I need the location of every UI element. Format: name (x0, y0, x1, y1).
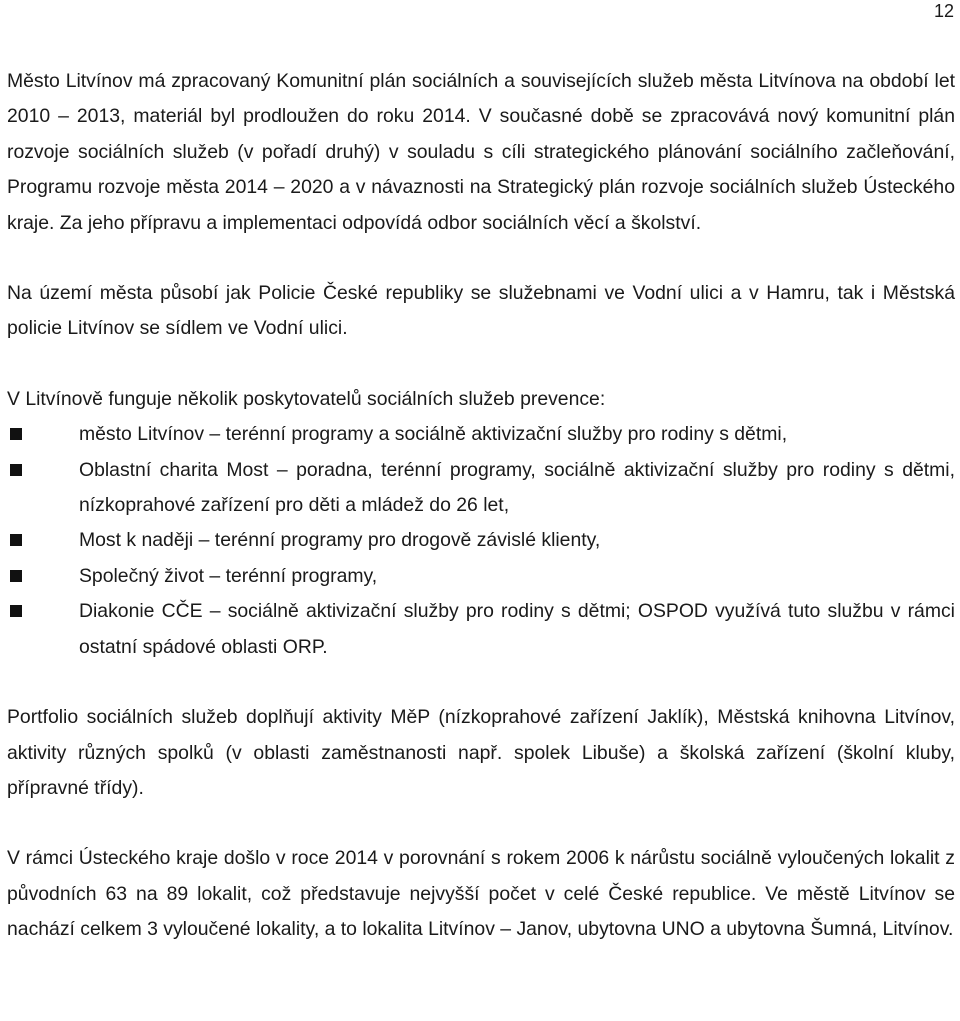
list-item-text: Oblastní charita Most – poradna, terénní programy, sociálně aktivizační služby pro rodiny s dětmi, nízkoprahové zařízení pro děti a mládež do 26 let, (79, 458, 955, 517)
list-item-text: město Litvínov – terénní programy a sociálně aktivizační služby pro rodiny s dětmi, (79, 423, 788, 446)
list-item (7, 417, 955, 452)
document-body (7, 64, 955, 948)
square-bullet-icon (10, 428, 22, 440)
list-item (7, 453, 955, 524)
list-item-text: Společný život – terénní programy, (79, 564, 378, 587)
square-bullet-icon (10, 605, 22, 617)
paragraph-excluded-localities: V rámci Ústeckého kraje došlo v roce 2014 v porovnání s rokem 2006 k nárůstu sociálně vyloučených lokalit z původních 63 na 89 lokalit, což představuje nejvyšší počet v celé České republice. Ve městě Litvínov se nachází celkem 3 vyloučené lokality, a to lokalita Litvínov – Janov, ubytovna UNO a ubytovna Šumná, Litvínov. (7, 847, 955, 941)
list-item-text: Most k naději – terénní programy pro drogově závislé klienty, (79, 529, 601, 552)
providers-intro: V Litvínově funguje několik poskytovatelů sociálních služeb prevence: (7, 387, 606, 410)
square-bullet-icon (10, 570, 22, 582)
paragraph-police: Na území města působí jak Policie České republiky se služebnami ve Vodní ulici a v Hamru, tak i Městská policie Litvínov se sídlem ve Vodní ulici. (7, 282, 955, 340)
list-item (7, 594, 955, 665)
providers-list (7, 417, 955, 665)
list-item (7, 559, 955, 594)
list-item (7, 523, 955, 558)
list-item-text: Diakonie CČE – sociálně aktivizační služby pro rodiny s dětmi; OSPOD využívá tuto službu v rámci ostatní spádové oblasti ORP. (79, 600, 955, 658)
square-bullet-icon (10, 534, 22, 546)
paragraph-community-plan: Město Litvínov má zpracovaný Komunitní plán sociálních a souvisejících služeb města Litvínova na období let 2010 – 2013, materiál byl prodloužen do roku 2014. V současné době se zpracovává nový komunitní plán rozvoje sociálních služeb (v pořadí druhý) v souladu s cíli strategického plánování sociálního začleňování, Programu rozvoje města 2014 – 2020 a v návaznosti na Strategický plán rozvoje sociálních služeb Ústeckého kraje. Za jeho přípravu a implementaci odpovídá odbor sociálních věcí a školství. (7, 70, 955, 234)
square-bullet-icon (10, 464, 22, 476)
page-number: 12 (933, 1, 954, 21)
paragraph-portfolio: Portfolio sociálních služeb doplňují aktivity MěP (nízkoprahové zařízení Jaklík), Městská knihovna Litvínov, aktivity různých spolků (v oblasti zaměstnanosti např. spolek Libuše) a školská zařízení (školní kluby, přípravné třídy). (7, 706, 955, 799)
